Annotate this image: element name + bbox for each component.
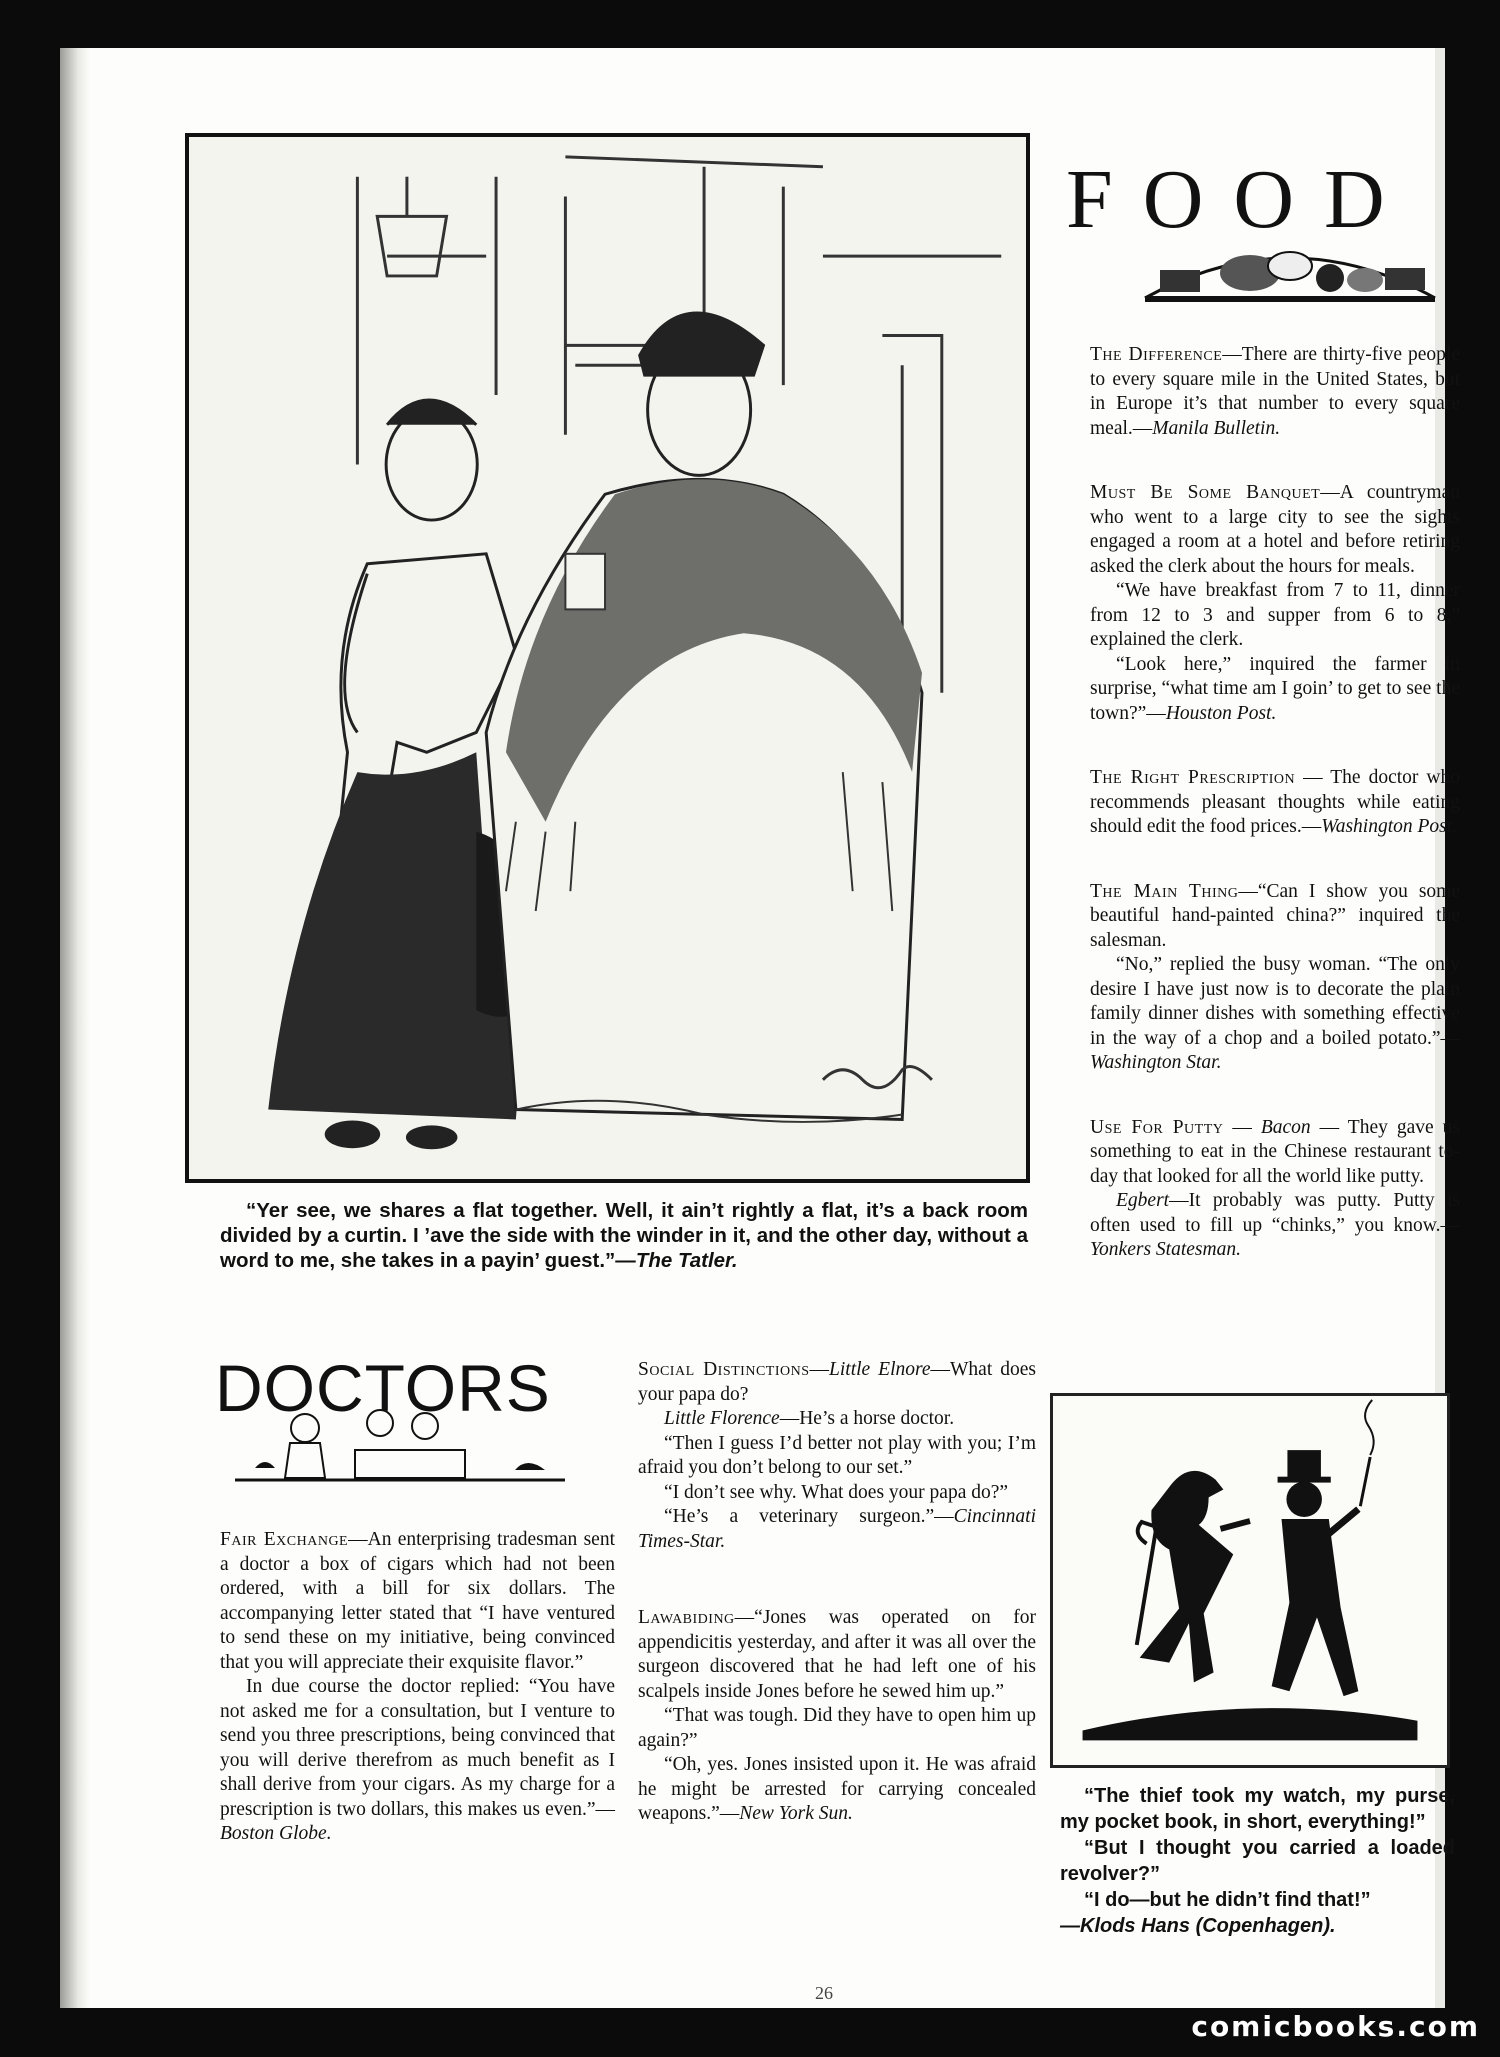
entry-heading: The Right Prescription: [1090, 767, 1296, 788]
food-title: FOOD: [1066, 153, 1415, 246]
entry-text: —There are thirty-five people to every square mile in the United States, but in Europe it’s that number to every square meal.—: [1090, 344, 1460, 439]
entry-text: —It probably was putty. Putty is often used to fill up “chinks,” you know.—: [1090, 1190, 1460, 1236]
doctors-section-header: [215, 1353, 615, 1503]
entry-paragraph: [220, 1675, 615, 1847]
entry-text: —A countryman who went to a large city to see the sights engaged a room at a hotel and before retiring asked the clerk about the hours for meals.: [1090, 482, 1460, 577]
entry-speaker: Little Florence: [664, 1408, 780, 1429]
magazine-page: [60, 48, 1460, 2008]
entry-text: —“Jones was operated on for appendicitis yesterday, and after it was all over the surgeon discovered that he had left one of his scalpels inside Jones before he sewed him up.”: [638, 1607, 1036, 1702]
entry-paragraph: [1090, 1189, 1460, 1263]
entry-heading: Must Be Some Banquet: [1090, 482, 1321, 503]
entry-source: New York Sun.: [739, 1803, 853, 1824]
entry-paragraph: “We have breakfast from 7 to 11, dinner from 12 to 3 and supper from 6 to 8,” explained the clerk.: [1090, 580, 1460, 650]
caption-line: “The thief took my watch, my purse, my pocket book, in short, everything!”: [1060, 1785, 1455, 1833]
caption-line: “I do—but he didn’t find that!”: [1084, 1889, 1371, 1911]
doctors-title: DOCTORS: [215, 1351, 551, 1425]
entry-text: —“Can I show you some beautiful hand-painted china?” inquired the salesman.: [1090, 880, 1460, 951]
cartoon-caption-source: The Tatler.: [635, 1249, 738, 1272]
entry-text: —He’s a horse doctor.: [779, 1408, 955, 1429]
silhouette-cartoon-illustration: [1053, 1396, 1447, 1765]
page-gutter-shadow: [60, 48, 90, 2008]
entry-paragraph: [1090, 953, 1460, 1076]
entry-source: Houston Post.: [1165, 702, 1277, 724]
food-entry-difference: [1090, 343, 1460, 441]
two-women-cartoon: [185, 133, 1030, 1183]
entry-paragraph: [638, 1407, 1036, 1432]
entry-paragraph: [1090, 653, 1460, 727]
entry-heading: Social Distinctions: [638, 1359, 810, 1380]
entry-text: —An enterprising tradesman sent a doctor a box of cigars which had not been ordered, with a bill for six dollars. The accompanying letter stated that “I have ventured to send these on my initiative, being convinced that you will appreciate their exquisite flavor.”: [220, 1529, 616, 1673]
silhouette-caption: [1060, 1783, 1455, 1939]
entry-source: Washington Post.: [1321, 816, 1458, 837]
entry-text: “Look here,” inquired the farmer in surprise, “what time am I goin’ to get to see the town?”—: [1090, 653, 1460, 724]
entry-source: Yonkers Statesman.: [1090, 1239, 1241, 1260]
entry-paragraph: “That was tough. Did they have to open him up again?”: [638, 1705, 1036, 1751]
cartoon-caption: [220, 1198, 1028, 1273]
entry-source: Washington Star.: [1090, 1052, 1222, 1073]
food-entry-main-thing: [1090, 880, 1460, 954]
entry-heading: Fair Exchange: [220, 1529, 349, 1550]
entry-heading: Use For Putty: [1090, 1116, 1224, 1138]
entry-text: “He’s a veterinary surgeon.”—: [664, 1506, 954, 1527]
doctors-entry-social: Social Distinctions—Little Elnore—What does your papa do?: [638, 1359, 1036, 1405]
doctors-entry-lawabiding: [638, 1606, 1036, 1704]
doctors-entry-fair-exchange: [220, 1528, 615, 1675]
entry-speaker: Bacon: [1260, 1116, 1311, 1138]
entry-heading: The Difference: [1090, 344, 1223, 365]
site-watermark: comicbooks.com: [1191, 2010, 1480, 2043]
food-section-header: [1060, 153, 1450, 308]
entry-source: Manila Bulletin.: [1152, 417, 1281, 439]
entry-speaker: Little Elnore: [829, 1359, 931, 1380]
entry-paragraph: [638, 1505, 1036, 1554]
doctors-left-column: [220, 1528, 615, 1847]
food-entry-putty: Use For Putty — Bacon — They gave us something to eat in the Chinese restaurant to-day that looked for all the world like putty.: [1090, 1116, 1460, 1187]
doctors-middle-column: [638, 1358, 1036, 1827]
entry-speaker: Egbert: [1116, 1190, 1170, 1211]
food-banner-icon: [1140, 238, 1440, 308]
caption-source: —Klods Hans (Copenhagen).: [1060, 1915, 1336, 1937]
caption-line: “But I thought you carried a loaded revolver?”: [1060, 1837, 1455, 1885]
silhouette-cartoon: [1050, 1393, 1450, 1768]
entry-paragraph: [638, 1753, 1036, 1827]
entry-paragraph: “Then I guess I’d better not play with you; I’m afraid you don’t belong to our set.”: [638, 1432, 1036, 1478]
food-entry-banquet: [1090, 481, 1460, 579]
doctors-banner-icon: [235, 1408, 565, 1488]
entry-text: “No,” replied the busy woman. “The only desire I have just now is to decorate the plain family dinner dishes with something effective in the way of a chop and a boiled potato.”—: [1090, 954, 1460, 1049]
entry-text: —What does your papa do?: [638, 1359, 1036, 1405]
food-column: [1090, 343, 1460, 1263]
food-entry-prescription: [1090, 766, 1460, 840]
cartoon-caption-text: “Yer see, we shares a flat together. Well, it ain’t rightly a flat, it’s a back room divided by a curtin. I ’ave the side with the winder in it, and the other day, without a word to me, she takes in a payin’ guest.”—: [220, 1199, 1028, 1272]
entry-heading: Lawabiding: [638, 1607, 735, 1628]
two-women-cartoon-illustration: [189, 137, 1026, 1179]
entry-heading: The Main Thing: [1090, 880, 1239, 902]
entry-source: Boston Globe.: [220, 1823, 332, 1844]
entry-text: — They gave us something to eat in the Chinese restaurant to-day that looked for all the world like putty.: [1090, 1116, 1460, 1187]
entry-paragraph: “I don’t see why. What does your papa do?”: [664, 1481, 1009, 1503]
page-number: 26: [815, 1983, 833, 2003]
entry-text: In due course the doctor replied: “You have not asked me for a consultation, but I venture to send you three prescriptions, being convinced that you will derive therefrom as much benefit as I shall derive from your cigars. As my charge for a prescription is two dollars, this makes us even.”—: [220, 1676, 615, 1820]
entry-text: “Oh, yes. Jones insisted upon it. He was afraid he might be arrested for carrying concealed weapons.”—: [638, 1754, 1036, 1824]
entry-source: Cincinnati Times-Star.: [638, 1506, 1036, 1552]
entry-text: — The doctor who recommends pleasant thoughts while eating should edit the food prices.—: [1090, 767, 1460, 837]
